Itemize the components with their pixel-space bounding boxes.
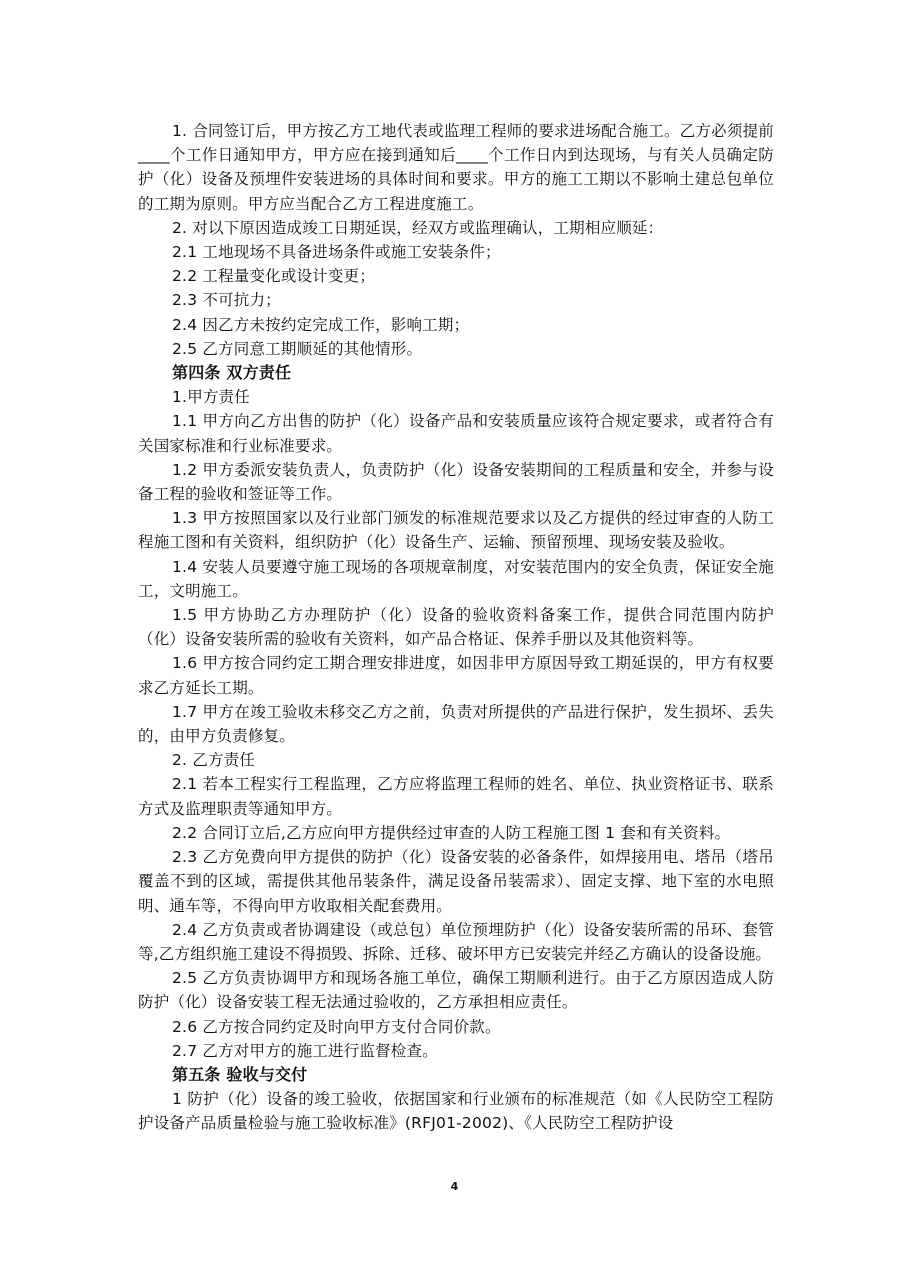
section-heading: 第五条 验收与交付 <box>172 1064 308 1084</box>
page-number: 4 <box>450 1180 459 1193</box>
paragraph: 2.6 乙方按合同约定及时向甲方支付合同价款。 <box>172 1017 501 1036</box>
paragraph: 1.5 甲方协助乙方办理防护（化）设备的验收资料备案工作，提供合同范围内防护（化）设备安装所需的验收有关资料，如产品合格证、保养手册以及其他资料等。 <box>138 606 774 649</box>
paragraph: 2.4 因乙方未按约定完成工作，影响工期； <box>172 315 470 334</box>
document-body <box>138 119 774 1136</box>
paragraph: 1.1 甲方向乙方出售的防护（化）设备产品和安装质量应该符合规定要求，或者符合有关国家标准和行业标准要求。 <box>138 412 774 455</box>
paragraph: 2.5 乙方同意工期顺延的其他情形。 <box>172 339 423 358</box>
paragraph: 2.7 乙方对甲方的施工进行监督检查。 <box>172 1041 438 1060</box>
paragraph: 1.甲方责任 <box>172 388 250 407</box>
paragraph: 2.4 乙方负责或者协调建设（或总包）单位预埋防护（化）设备安装所需的吊环、套管等,乙方组织施工建设不得损毁、拆除、迁移、破坏甲方已安装完并经乙方确认的设备设施。 <box>138 920 774 963</box>
paragraph: 2.3 乙方免费向甲方提供的防护（化）设备安装的必备条件，如焊接用电、塔吊（塔吊覆盖不到的区域，需提供其他吊装条件，满足设备吊装需求）、固定支撑、地下室的水电照明、通车等，不得向甲方收取相关配套费用。 <box>138 848 774 915</box>
paragraph: 1 防护（化）设备的竣工验收，依据国家和行业颁布的标准规范（如《人民防空工程防护设备产品质量检验与施工验收标准》(RFJ01-2002)、《人民防空工程防护设 <box>138 1090 774 1133</box>
paragraph: 1.2 甲方委派安装负责人，负责防护（化）设备安装期间的工程质量和安全，并参与设备工程的验收和签证等工作。 <box>138 460 774 504</box>
paragraph: 1.7 甲方在竣工验收未移交乙方之前，负责对所提供的产品进行保护，发生损坏、丢失的，由甲方负责修复。 <box>138 702 774 746</box>
paragraph: 2. 对以下原因造成竣工日期延误，经双方或监理确认，工期相应顺延： <box>172 218 664 237</box>
paragraph: 2.2 工程量变化或设计变更； <box>172 267 376 286</box>
section-heading: 第四条 双方责任 <box>172 363 292 383</box>
paragraph: 1.6 甲方按合同约定工期合理安排进度，如因非甲方原因导致工期延误的，甲方有权要求乙方延长工期。 <box>138 654 774 697</box>
paragraph: 2.1 工地现场不具备进场条件或施工安装条件； <box>172 243 501 262</box>
paragraph: 2.2 合同订立后,乙方应向甲方提供经过审查的人防工程施工图 1 套和有关资料。 <box>172 823 731 842</box>
paragraph: 2. 乙方责任 <box>172 751 256 770</box>
paragraph: 1.3 甲方按照国家以及行业部门颁发的标准规范要求以及乙方提供的经过审查的人防工程施工图和有关资料，组织防护（化）设备生产、运输、预留预埋、现场安装及验收。 <box>138 509 774 552</box>
paragraph: 1. 合同签订后，甲方按乙方工地代表或监理工程师的要求进场配合施工。乙方必须提前____个工作日通知甲方，甲方应在接到通知后____个工作日内到达现场，与有关人员确定防护（化）设备及预埋件安装进场的具体时间和要求。甲方的施工工期以不影响土建总包单位的工期为原则。甲方应当配合乙方工程进度施工。 <box>138 122 774 213</box>
paragraph: 2.3 不可抗力； <box>172 291 281 310</box>
paragraph: 1.4 安装人员要遵守施工现场的各项规章制度，对安装范围内的安全负责，保证安全施工，文明施工。 <box>138 557 774 600</box>
paragraph: 2.5 乙方负责协调甲方和现场各施工单位，确保工期顺利进行。由于乙方原因造成人防防护（化）设备安装工程无法通过验收的，乙方承担相应责任。 <box>138 969 774 1012</box>
paragraph: 2.1 若本工程实行工程监理，乙方应将监理工程师的姓名、单位、执业资格证书、联系方式及监理职责等通知甲方。 <box>138 775 774 818</box>
